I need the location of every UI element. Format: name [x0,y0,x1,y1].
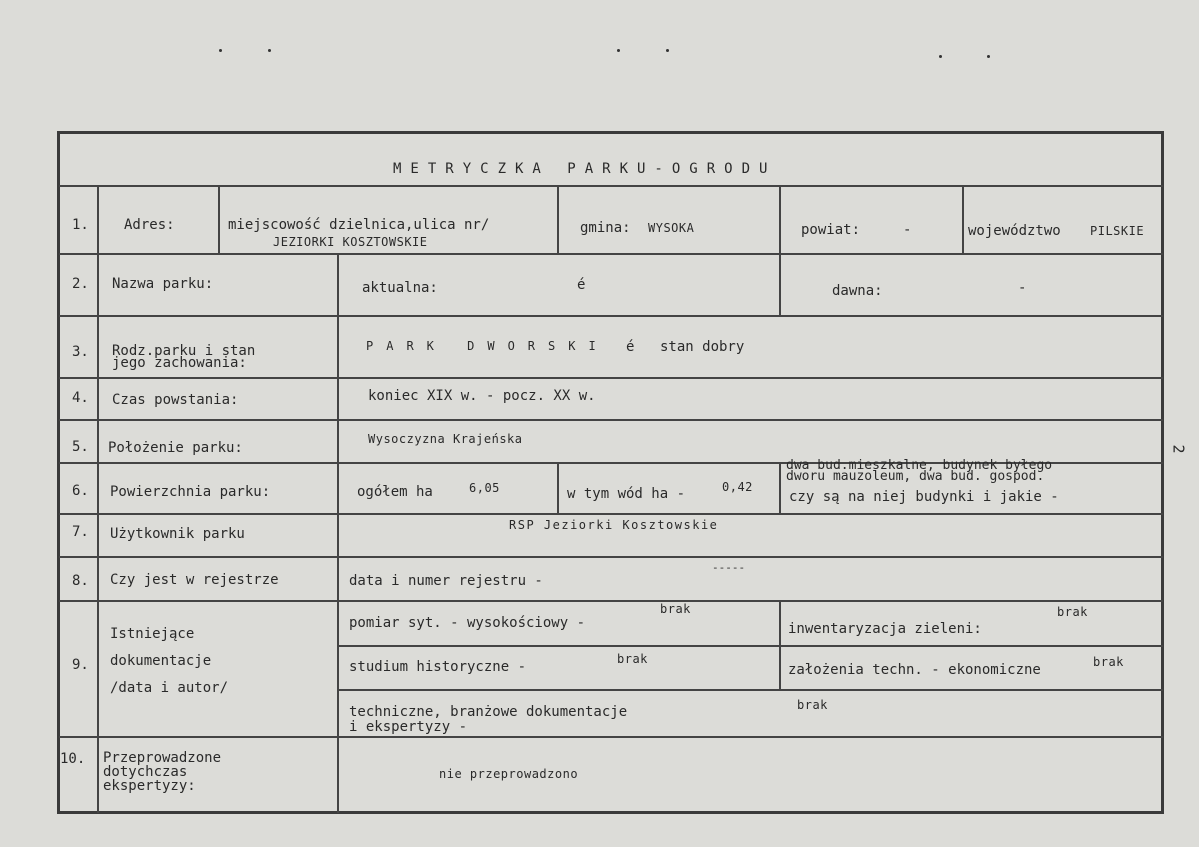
row-divider [59,600,1163,602]
park-name-label: Nazwa parku: [112,276,214,292]
inventory-value: brak [1057,605,1088,619]
column-divider [557,462,559,515]
punch-mark [987,55,990,58]
row-divider [59,315,1163,317]
voivodeship-value: PILSKIE [1090,224,1145,238]
former-name-label: dawna: [832,283,883,299]
location-value: Wysoczyzna Krajeńska [368,432,523,446]
address-label: Adres: [124,217,175,233]
expertise-label-line1: Przeprowadzone [103,750,222,766]
water-area-value: 0,42 [722,480,753,494]
voivodeship-label: województwo [968,223,1061,239]
branch-docs-value: brak [797,698,828,712]
survey-label: pomiar syt. - wysokościowy - [349,615,586,631]
documentation-label-line3: /data i autor/ [110,680,229,696]
buildings-value-line1: dwa bud.mieszkalne, budynek byłego [786,458,1053,473]
column-divider [779,462,781,515]
row-divider [59,736,1163,738]
park-type-label-line2: jego zachowania: [112,355,247,371]
documentation-label-line1: Istniejące [110,626,195,642]
row-number: 8. [72,573,89,589]
row-divider [337,689,1163,691]
former-name-value: - [1018,280,1027,296]
column-divider [779,185,781,317]
history-value: brak [617,652,648,666]
locality-label: miejscowość dzielnica,ulica nr/ [228,217,490,233]
punch-mark [268,49,271,52]
row-number: 9. [72,657,89,673]
location-label: Położenie parku: [108,440,243,456]
column-divider [337,253,339,813]
inventory-label: inwentaryzacja zieleni: [788,621,982,637]
park-type-label-line1: Rodz.parku i stan [112,343,256,359]
park-type-value: PARK DWORSKI [366,339,609,353]
punch-mark [617,49,620,52]
total-area-value: 6,05 [469,481,500,495]
creation-time-value: koniec XIX w. - pocz. XX w. [368,388,596,404]
buildings-label: czy są na niej budynki i jakie - [789,489,1059,505]
documentation-label-line2: dokumentacje [110,653,212,669]
row-number: 7. [72,524,89,540]
branch-docs-label-line2: i ekspertyzy - [349,719,468,735]
powiat-label: powiat: [801,222,861,238]
column-divider [962,185,964,255]
park-type-mark: é [626,339,635,355]
tech-econ-label: założenia techn. - ekonomiczne [788,662,1041,678]
total-area-label: ogółem ha [357,484,433,500]
branch-docs-label-line1: techniczne, branżowe dokumentacje [349,704,628,720]
buildings-value-line2: dworu mauzoleum, dwa bud. gospod. [786,469,1045,484]
column-divider [779,600,781,691]
row-divider [59,513,1163,515]
punch-mark [219,49,222,52]
form-title: METRYCZKA PARKU-OGRODU [393,161,777,177]
page-number: 2 [1169,444,1188,454]
column-divider [97,185,99,813]
survey-value: brak [660,602,691,616]
expertise-label-line2: dotychczas [103,764,188,780]
area-label: Powierzchnia parku: [110,484,271,500]
column-divider [557,185,559,255]
condition-value: stan dobry [660,339,745,355]
creation-time-label: Czas powstania: [112,392,239,408]
expertise-value: nie przeprowadzono [439,767,579,781]
expertise-label-line3: ekspertyzy: [103,778,196,794]
gmina-value: WYSOKA [648,221,695,235]
punch-mark [939,55,942,58]
row-number: 4. [72,390,89,406]
tech-econ-value: brak [1093,655,1124,669]
row-number: 1. [72,217,89,233]
powiat-value: - [903,222,912,238]
punch-mark [666,49,669,52]
row-number: 3. [72,344,89,360]
row-divider [59,185,1163,187]
row-divider [59,377,1163,379]
register-value-label: data i numer rejestru - [349,573,543,589]
history-label: studium historyczne - [349,659,527,675]
gmina-label: gmina: [580,220,631,236]
row-divider [59,419,1163,421]
row-divider [337,645,1163,647]
register-label: Czy jest w rejestrze [110,572,279,588]
current-name-value: é [577,277,586,293]
user-label: Użytkownik parku [110,526,245,542]
register-value: ----- [712,561,746,574]
locality-value: JEZIORKI KOSZTOWSKIE [273,235,428,249]
row-number: 5. [72,439,89,455]
row-number: 6. [72,483,89,499]
current-name-label: aktualna: [362,280,438,296]
water-area-label: w tym wód ha - [567,486,686,502]
column-divider [218,185,220,255]
row-divider [59,253,1163,255]
row-divider [59,556,1163,558]
row-number: 10. [60,751,86,767]
user-value: RSP Jeziorki Kosztowskie [509,518,719,532]
row-number: 2. [72,276,89,292]
